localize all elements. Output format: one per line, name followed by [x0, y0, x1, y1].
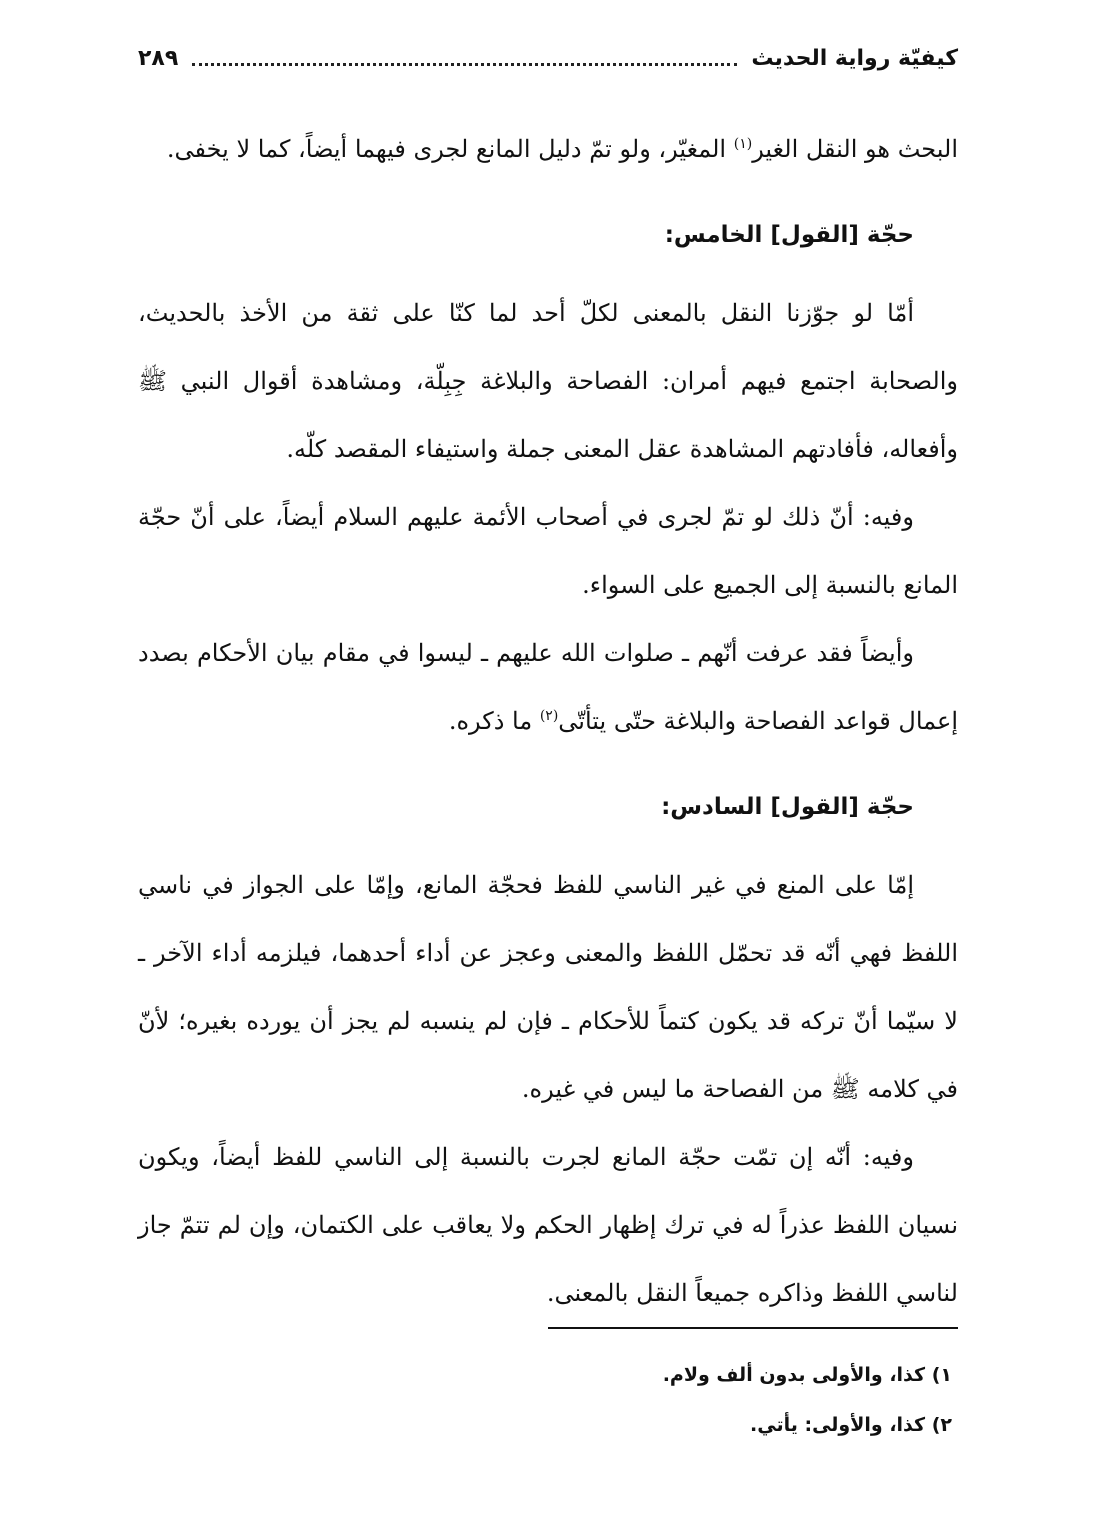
header-leader-dots: [192, 61, 737, 66]
paragraph-text: ما ذكره.: [448, 707, 540, 735]
footnotes: [138, 1350, 958, 1450]
footnote-1: ١) كذا، والأولى بدون ألف ولام.: [662, 1364, 952, 1386]
main-text: [138, 115, 958, 1327]
paragraph-text: وأيضاً فقد عرفت أنّهم ـ صلوات الله عليهم ـ ليسوا في مقام بيان الأحكام بصدد إعمال قواعد الفصاحة والبلاغة حتّى يتأتّى: [138, 639, 958, 735]
paragraph: وفيه: أنّه إن تمّت حجّة المانع لجرت بالنسبة إلى الناسي للفظ أيضاً، ويكون نسيان اللفظ عذراً له في ترك إظهار الحكم ولا يعاقب على الكتمان، وإن لم تتمّ جاز لناسي اللفظ وذاكره جميعاً النقل بالمعنى.: [138, 1143, 958, 1307]
paragraph-continued: [138, 115, 958, 183]
footnote-ref-2: (٢): [539, 708, 559, 724]
section-heading-sixth: حجّة [القول] السادس:: [661, 794, 914, 820]
running-header: [138, 38, 958, 78]
paragraph-text: البحث هو النقل الغير: [752, 135, 958, 163]
chapter-title: كيفيّة رواية الحديث: [751, 45, 958, 71]
page-number: ٢٨٩: [138, 45, 179, 71]
footnote-2: ٢) كذا، والأولى: يأتي.: [750, 1414, 952, 1436]
section-heading-fifth: حجّة [القول] الخامس:: [664, 222, 914, 248]
footnote-ref-1: (١): [733, 136, 753, 152]
paragraph: [138, 619, 958, 755]
footnote-separator: [548, 1327, 958, 1329]
paragraph: أمّا لو جوّزنا النقل بالمعنى لكلّ أحد لما كنّا على ثقة من الأخذ بالحديث، والصحابة اجتمع فيهم أمران: الفصاحة والبلاغة جِبِلّة، ومشاهدة أقوال النبي ﷺ وأفعاله، فأفادتهم المشاهدة عقل المعنى جملة واستيفاء المقصد كلّه.: [138, 299, 958, 463]
paragraph-text: المغيّر، ولو تمّ دليل المانع لجرى فيهما أيضاً، كما لا يخفى.: [166, 135, 734, 163]
paragraph: إمّا على المنع في غير الناسي للفظ فحجّة المانع، وإمّا على الجواز في ناسي اللفظ فهي أنّه قد تحمّل اللفظ والمعنى وعجز عن أداء أحدهما، فيلزمه أداء الآخر ـ لا سيّما أنّ تركه قد يكون كتماً للأحكام ـ فإن لم ينسبه لم يجز أن يورده بغيره؛ لأنّ في كلامه ﷺ من الفصاحة ما ليس في غيره.: [138, 871, 958, 1103]
paragraph: وفيه: أنّ ذلك لو تمّ لجرى في أصحاب الأئمة عليهم السلام أيضاً، على أنّ حجّة المانع بالنسبة إلى الجميع على السواء.: [138, 503, 958, 599]
